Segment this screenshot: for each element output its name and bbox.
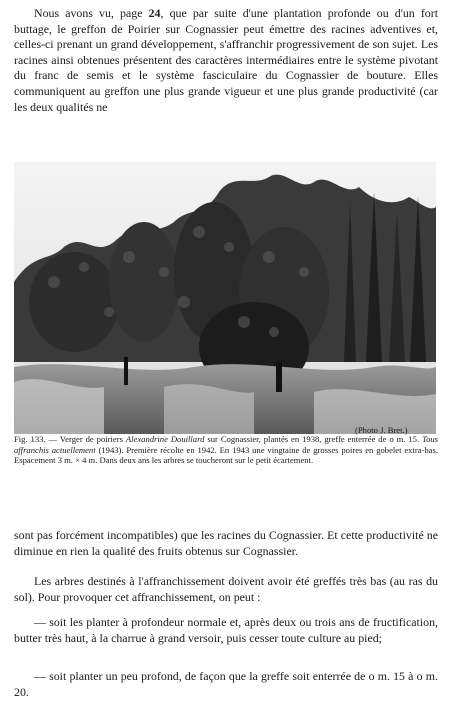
orchard-photo [14, 162, 436, 434]
caption-emphasis: Tous affranchis actuellement [14, 434, 439, 455]
photo-credit: (Photo J. Bret.) [355, 425, 408, 435]
caption-text-3: (1943). Première récolte en 1942. En 1943 une vingtaine de grosses poires en gobelet extra-bas. Espacement 3 m. × 4 m. Dans deux ans les arbres se toucheront sur le petit écartement. [14, 444, 438, 466]
intro-text-start: Nous avons vu, page [34, 6, 149, 20]
intro-paragraph [14, 6, 438, 115]
method-one-paragraph: — soit les planter à profondeur normale et, après deux ou trois ans de fructification, butter très haut, à la charrue à grand versoir, puis cesser toute culture au pied; [14, 615, 438, 645]
caption-text-1: Fig. 133. — Verger de poiriers [14, 434, 126, 444]
page-reference: 24 [148, 6, 161, 20]
caption-text-2: sur Cognassier, plantés en 1938, greffe enterrée de o m. 15. [204, 434, 423, 444]
continuation-paragraph: sont pas forcément incompatibles) que les racines du Cognassier. Et cette productivité ne diminue en rien la qualité des fruits obtenus sur Cognassier. [14, 528, 438, 558]
intro-text-rest: , que par suite d'une plantation profonde ou d'un fort buttage, le greffon de Poirier sur Cognassier peut émettre des racines adventives et, celles-ci prenant un grand développement, s'affranchir progressivement de son sujet. Les racines ainsi obtenues présentent des caractères intermédiaires entre le système pivotant du franc de semis et le système fasciculaire du Cognassier de bouture. Elles communiquent au greffon une plus grande vigueur et une plus grande productivité (car les deux qualités ne [14, 6, 438, 114]
figure-caption [14, 434, 438, 466]
method-two-paragraph: — soit planter un peu profond, de façon que la greffe soit enterrée de o m. 15 à o m. 20. [14, 669, 438, 699]
affranchissement-paragraph: Les arbres destinés à l'affranchissement doivent avoir été greffés très bas (au ras du sol). Pour provoquer cet affranchissement, on peut : [14, 574, 438, 604]
caption-variety: Alexandrine Douillard [125, 434, 205, 444]
